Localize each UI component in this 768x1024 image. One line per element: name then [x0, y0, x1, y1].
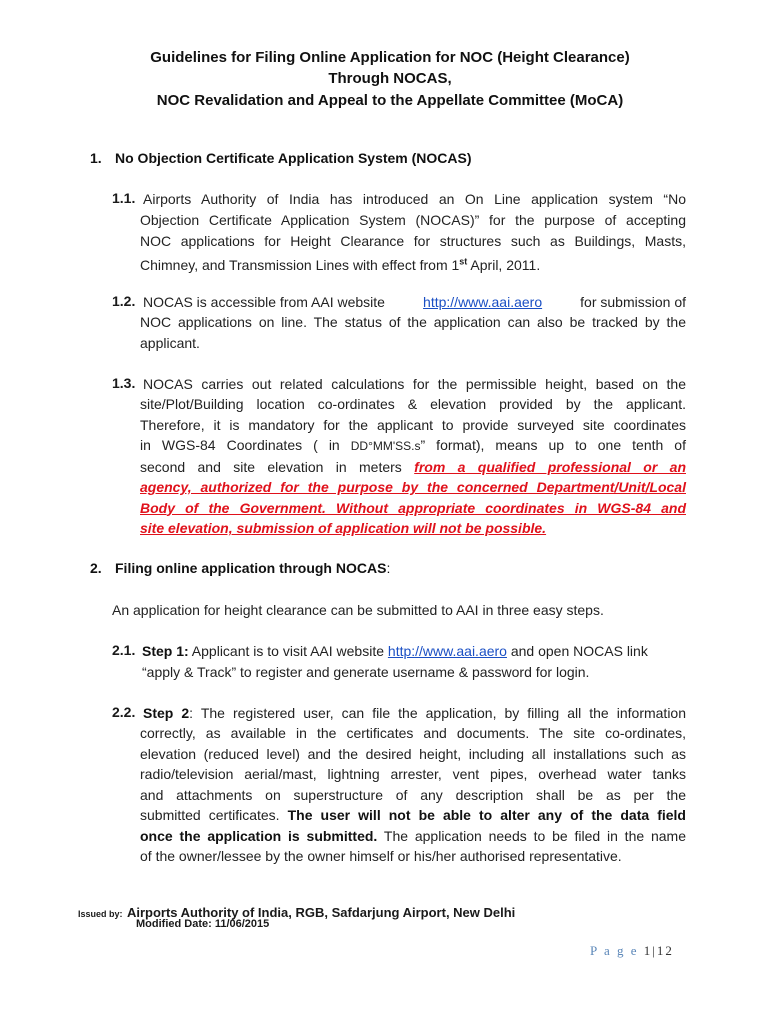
- para-2-2-body: [140, 723, 686, 867]
- section-2-heading-text: Filing online application through NOCAS: [115, 560, 387, 576]
- mandatory-warning: from a qualified professional or an: [414, 458, 686, 475]
- coordinate-format: DD°MM'SS.s: [350, 439, 421, 453]
- total-pages: 12: [656, 943, 674, 958]
- para-1-3-line: [140, 435, 686, 457]
- para-1-1-last-line: [140, 257, 540, 273]
- para-1-3-line: [140, 457, 686, 478]
- para-1-1-number: 1.1.: [112, 190, 136, 206]
- para-2-2-line: [140, 826, 686, 847]
- para-2-2-line: and attachments on superstructure of any description shall be as per the: [140, 786, 686, 803]
- para-1-1-text: Chimney, and Transmission Lines with effect from 1: [140, 256, 460, 273]
- para-1-1-line: Objection Certificate Application System (NOCAS)” for the purpose of accepting: [140, 212, 686, 228]
- issuer-name: Airports Authority of India, RGB, Safdarjung Airport, New Delhi: [126, 905, 516, 920]
- section-1-heading: No Objection Certificate Application System (NOCAS): [115, 150, 472, 166]
- para-1-2-line: NOC applications on line. The status of the application can also be tracked by the: [140, 314, 686, 330]
- document-title-line-1: Guidelines for Filing Online Application for NOC (Height Clearance): [150, 49, 630, 66]
- para-1-2-first-line: [143, 292, 686, 313]
- para-2-1-text: Applicant is to visit AAI website: [188, 643, 388, 659]
- para-1-3-line: NOCAS carries out related calculations for the permissible height, based on the: [143, 376, 686, 392]
- para-2-1-text: and open NOCAS link: [506, 643, 648, 659]
- data-lock-notice: once the application is submitted.: [140, 827, 378, 844]
- para-1-3-text: ” format), means up to one tenth of: [420, 437, 686, 453]
- para-1-1-text: April, 2011.: [467, 256, 541, 273]
- document-title-line-2: Through NOCAS,: [328, 70, 452, 87]
- para-2-2-line: [143, 703, 686, 724]
- para-1-3-line: Therefore, it is mandatory for the applicant to provide surveyed site coordinates: [140, 416, 686, 433]
- para-1-2-number: 1.2.: [112, 293, 136, 309]
- para-2-2-line: of the owner/lessee by the owner himself or his/her authorised representative.: [140, 848, 622, 864]
- mandatory-warning: agency, authorized for the purpose by the concerned Department/Unit/Local: [140, 479, 686, 495]
- para-2-2-line: [140, 805, 686, 826]
- para-2-2-line: elevation (reduced level) and the desired height, including all installations such as: [140, 745, 686, 762]
- para-1-3-line: site/Plot/Building location co-ordinates & elevation provided by the applicant.: [140, 396, 686, 412]
- page-word: P a g e: [590, 943, 639, 958]
- para-1-2-body: [140, 312, 686, 353]
- document-title-line-3: NOC Revalidation and Appeal to the Appellate Committee (MoCA): [156, 92, 624, 109]
- section-1-number: 1.: [90, 150, 102, 166]
- para-2-2-text: : The registered user, can file the application, by filling all the information: [189, 705, 686, 721]
- para-1-3-first-line: [143, 374, 686, 395]
- data-lock-notice: The user will not be able to alter any of the data field: [287, 807, 686, 823]
- step-1-label: Step 1:: [142, 643, 189, 659]
- issued-by-label: Issued by:: [78, 909, 123, 919]
- ordinal-superscript: st: [459, 256, 468, 266]
- para-1-2-line: applicant.: [140, 334, 200, 351]
- para-1-2-text: NOCAS is accessible from AAI website: [143, 294, 385, 310]
- mandatory-warning: Body of the Government. Without appropriate coordinates in WGS-84 and: [140, 499, 686, 516]
- para-2-1-line: [142, 643, 648, 659]
- current-page: 1: [643, 943, 653, 958]
- para-2-1-number: 2.1.: [112, 642, 136, 658]
- para-2-2-text: submitted certificates.: [140, 807, 288, 823]
- para-2-1-line: “apply & Track” to register and generate username & password for login.: [142, 663, 590, 680]
- modified-date: Modified Date: 11/06/2015: [136, 918, 270, 930]
- mandatory-warning: site elevation, submission of application will not be possible.: [140, 520, 547, 536]
- aai-website-link[interactable]: http://www.aai.aero: [423, 294, 543, 310]
- para-1-2-text: for submission of: [580, 294, 686, 310]
- para-2-2-line: correctly, as available in the certificates and documents. The site co-ordinates,: [140, 725, 686, 741]
- para-1-1-body: [140, 210, 686, 275]
- para-2-2-text: The application needs to be filed in the name: [377, 827, 686, 844]
- section-2-heading-colon: :: [386, 560, 391, 576]
- para-2-2-number: 2.2.: [112, 704, 136, 720]
- para-1-1: [143, 189, 686, 210]
- para-1-3-number: 1.3.: [112, 375, 136, 391]
- para-1-1-line: Airports Authority of India has introduced an On Line application system “No: [143, 191, 686, 207]
- para-1-3-text: in WGS-84 Coordinates ( in: [140, 437, 351, 453]
- para-1-3-text: second and site elevation in meters: [140, 458, 415, 475]
- aai-website-link[interactable]: http://www.aai.aero: [387, 643, 507, 659]
- para-1-1-line: NOC applications for Height Clearance for structures such as Buildings, Masts,: [140, 232, 686, 249]
- section-2-number: 2.: [90, 560, 102, 576]
- para-2-2-first-line: [143, 703, 686, 724]
- section-2-heading: [115, 560, 390, 576]
- page-number: P a g e 1|12: [590, 943, 674, 958]
- step-2-label: Step 2: [143, 705, 190, 721]
- para-2-1: [142, 641, 690, 682]
- para-1-3-body: [140, 394, 686, 539]
- section-2-intro: An application for height clearance can be submitted to AAI in three easy steps.: [112, 602, 604, 618]
- para-2-2-line: radio/television aerial/mast, lightning arrester, vent pipes, overhead water tanks: [140, 766, 686, 782]
